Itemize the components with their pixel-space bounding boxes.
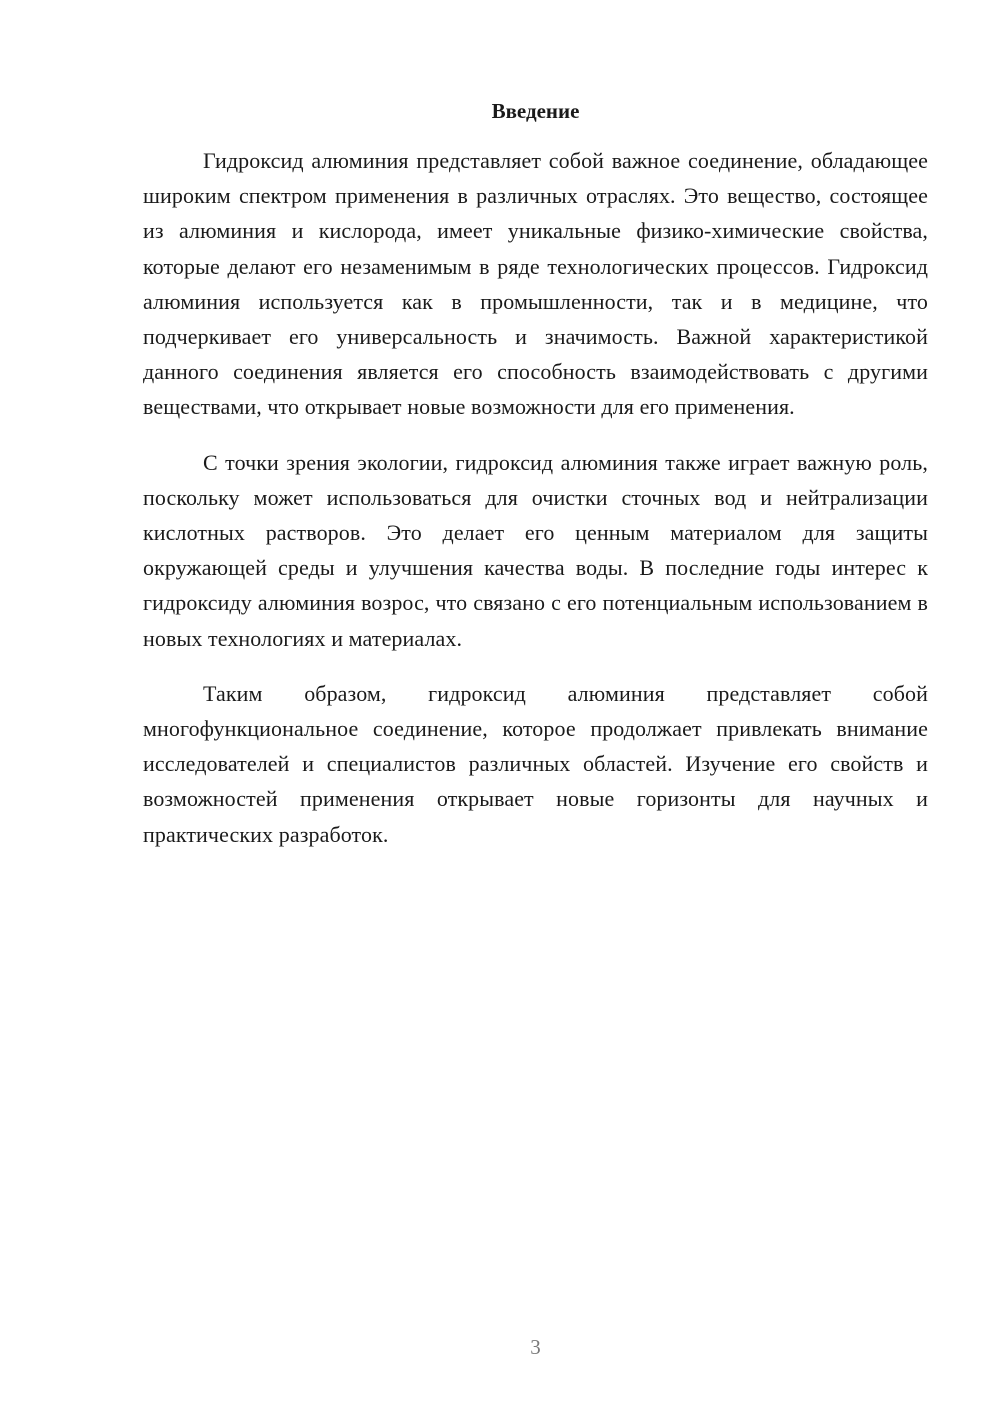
paragraph-3: Таким образом, гидроксид алюминия представляет собой многофункциональное соединение, которое продолжает привлекать внимание исследователей и специалистов различных областей. Изучение его свойств и возможностей применения открывает новые горизонты для научных и практических разработок.: [143, 680, 928, 847]
paragraph-1: Гидроксид алюминия представляет собой важное соединение, обладающее широким спектром применения в различных отраслях. Это вещество, состоящее из алюминия и кислорода, имеет уникальные физико-химические свойства, которые делают его незаменимым в ряде технологических процессов. Гидроксид алюминия используется как в промышленности, так и в медицине, что подчеркивает его универсальность и значимость. Важной характеристикой данного соединения является его способность взаимодействовать с другими веществами, что открывает новые возможности для его применения.: [143, 148, 928, 420]
page-number: 3: [530, 1335, 541, 1359]
document-body: [143, 143, 928, 872]
section-heading: Введение: [491, 99, 580, 123]
paragraph-2: С точки зрения экологии, гидроксид алюминия также играет важную роль, поскольку может использоваться для очистки сточных вод и нейтрализации кислотных растворов. Это делает его ценным материалом для защиты окружающей среды и улучшения качества воды. В последние годы интерес к гидроксиду алюминия возрос, что связано с его потенциальным использованием в новых технологиях и материалах.: [143, 449, 928, 651]
